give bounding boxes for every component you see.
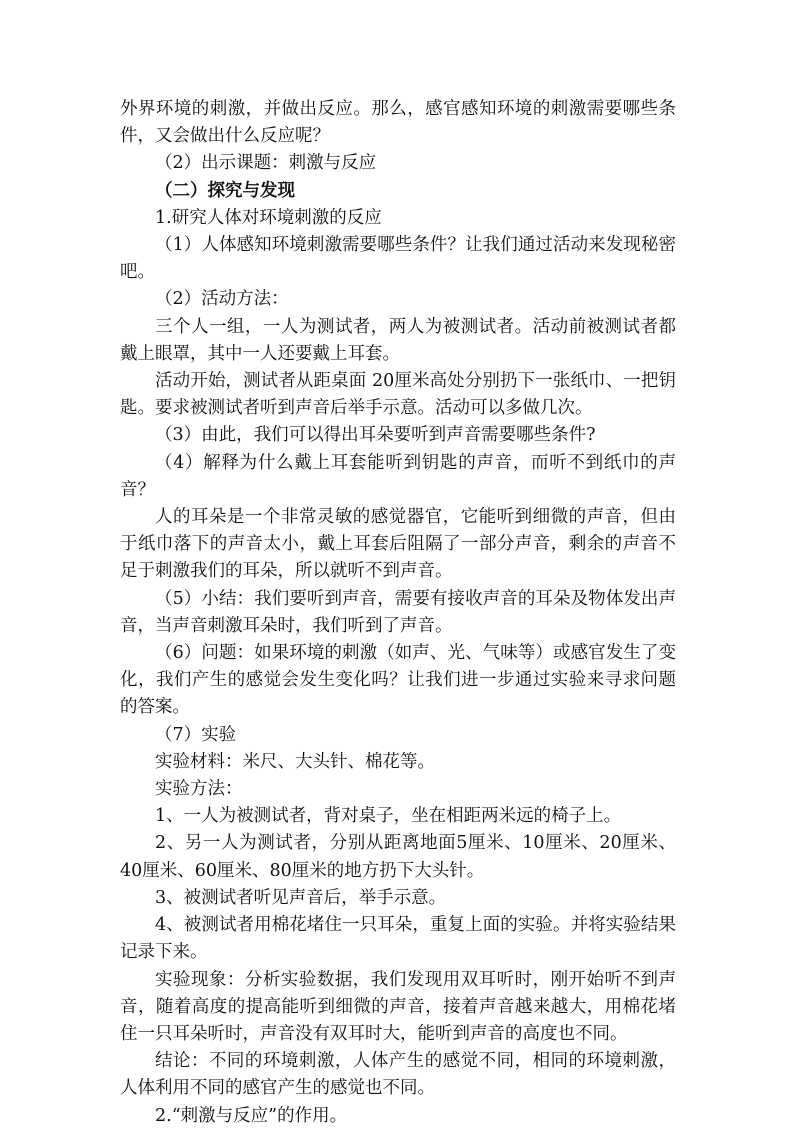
document-body [120,96,676,1130]
paragraph: （6）问题：如果环境的刺激（如声、光、气味等）或感官发生了变化，我们产生的感觉会发生变化吗？让我们进一步通过实验来寻求问题的答案。 [120,643,676,718]
paragraph: （3）由此，我们可以得出耳朵要听到声音需要哪些条件? [155,425,596,446]
paragraph: 结论：不同的环境刺激，人体产生的感觉不同，相同的环境刺激，人体利用不同的感官产生的感觉也不同。 [120,1051,676,1099]
paragraph: 实验方法： [155,779,243,800]
paragraph: （5）小结：我们要听到声音，需要有接收声音的耳朵及物体发出声音，当声音刺激耳朵时，我们听到了声音。 [120,588,676,636]
paragraph: 外界环境的刺激，并做出反应。那么，感官感知环境的刺激需要哪些条件，又会做出什么反应呢？ [120,99,676,147]
paragraph: 人的耳朵是一个非常灵敏的感觉器官，它能听到细微的声音，但由于纸巾落下的声音太小，戴上耳套后阻隔了一部分声音，剩余的声音不足于刺激我们的耳朵，所以就听不到声音。 [120,507,676,582]
subsection-heading: 2.“刺激与反应”的作用。 [155,1105,348,1126]
paragraph: 三个人一组，一人为测试者，两人为被测试者。活动前被测试者都戴上眼罩，其中一人还要戴上耳套。 [120,316,676,364]
paragraph: （1）人体感知环境刺激需要哪些条件？让我们通过活动来发现秘密吧。 [120,235,676,283]
paragraph: 3、被测试者听见声音后，举手示意。 [155,887,447,908]
paragraph: 实验现象：分析实验数据，我们发现用双耳听时，刚开始听不到声音，随着高度的提高能听到细微的声音，接着声音越来越大，用棉花堵住一只耳朵听时，声音没有双耳时大，能听到声音的高度也不同。 [120,969,676,1044]
paragraph: 实验材料：米尺、大头针、棉花等。 [155,751,435,772]
paragraph: （2）出示课题：刺激与反应 [155,153,377,174]
paragraph: 2、另一人为测试者，分别从距离地面5厘米、10厘米、20厘米、40厘米、60厘米、80厘米的地方扔下大头针。 [120,833,676,881]
paragraph: 活动开始，测试者从距桌面 20厘米高处分别扔下一张纸巾、一把钥匙。要求被测试者听到声音后举手示意。活动可以多做几次。 [120,371,676,419]
paragraph: （7）实验 [155,724,237,745]
subsection-heading: 1.研究人体对环境刺激的反应 [155,207,382,228]
paragraph: 4、被测试者用棉花堵住一只耳朵，重复上面的实验。并将实验结果记录下来。 [120,915,676,963]
paragraph: （2）活动方法： [155,289,289,310]
paragraph: （4）解释为什么戴上耳套能听到钥匙的声音，而听不到纸巾的声音？ [120,452,676,500]
paragraph: 1、一人为被测试者，背对桌子，坐在相距两米远的椅子上。 [155,806,622,827]
section-heading: （二）探究与发现 [155,180,295,201]
